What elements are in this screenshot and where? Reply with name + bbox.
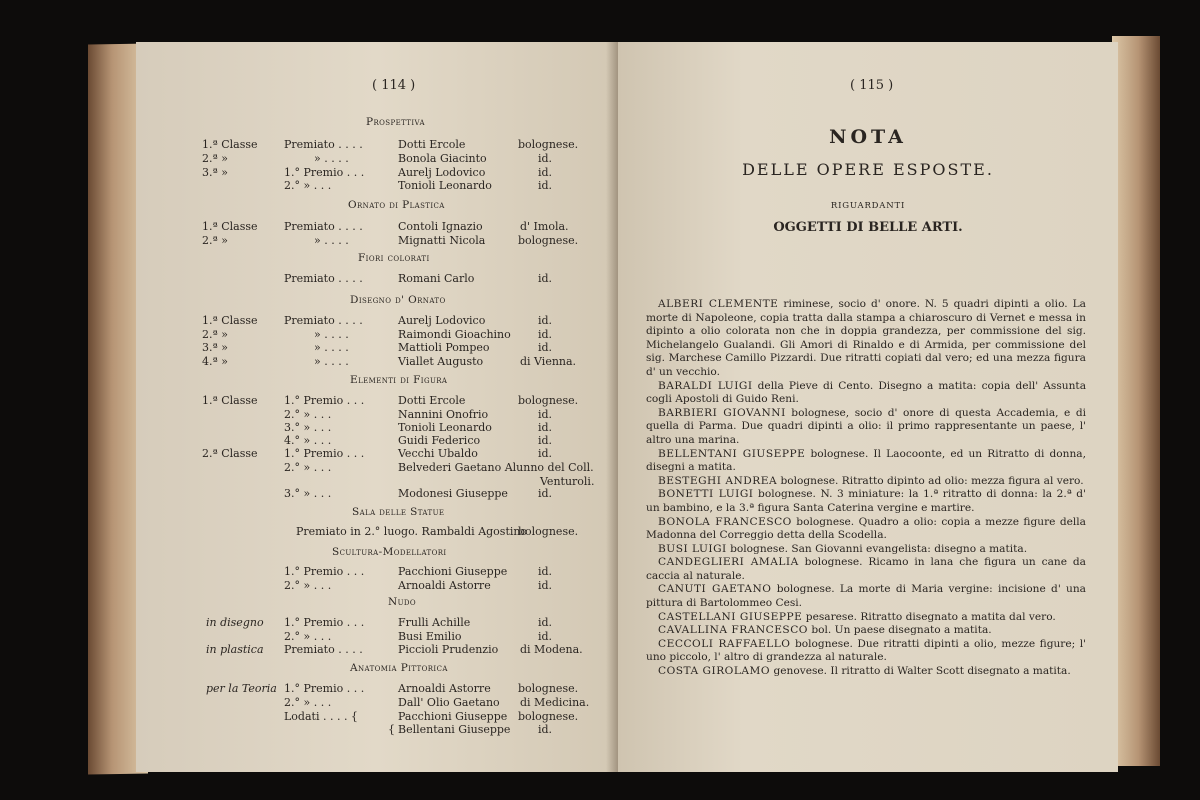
prize-origin: id. [538,579,553,592]
prize-origin: id. [538,616,553,629]
prize-name: Dall' Olio Gaetano [398,696,500,709]
subtitle-opere-esposte: DELLE OPERE ESPOSTE. [742,160,994,179]
prize-class: 1.ª Classe [202,138,258,151]
prize-origin: bolognese. [518,234,579,247]
left-page [136,42,618,772]
prize-name: Mattioli Pompeo [398,341,490,354]
prize-name: Vecchi Ubaldo [398,447,478,460]
prize-origin: id. [538,341,553,354]
prize-row [136,328,618,341]
prize-name: Modonesi Giuseppe [398,487,508,500]
prize-row [136,421,618,434]
prize-name: Bellentani Giuseppe [398,723,511,736]
prize-row [136,179,618,192]
prize-rank: Premiato in 2.° luogo. Rambaldi Agostino [296,525,528,538]
work-entry [646,543,1086,557]
prize-origin: id. [538,447,553,460]
artist-name: CANDEGLIERI AMALIA [658,556,799,569]
prize-name: Aurelj Lodovico [398,314,486,327]
prize-row [136,408,618,421]
section-scultura-modellatori: Scultura-Modellatori [332,546,447,558]
work-entry [646,556,1086,583]
prize-row [136,630,618,643]
prize-name: Tonioli Leonardo [398,421,492,434]
section-prospettiva: Prospettiva [366,116,425,128]
work-entry [646,448,1086,475]
prize-row [136,579,618,592]
prize-rank: » . . . . [314,328,349,341]
prize-rank: » . . . . [314,341,349,354]
prize-row [136,272,618,285]
artist-name: CAVALLINA FRANCESCO [658,624,808,637]
work-description: bolognese. Quadro a olio: copia a mezze figure della Madonna del Correggio detta della Scodella. [646,515,1087,542]
prize-class: 2.ª » [202,152,228,165]
prize-rank: 2.° » . . . [284,179,332,192]
prize-origin: bolognese. [518,525,579,538]
work-entry [646,638,1086,665]
prize-rank: Premiato . . . . [284,272,363,285]
work-entry [646,624,1086,638]
work-description: bolognese. San Giovanni evangelista: disegno a matita. [726,542,1028,555]
work-entry [646,583,1086,610]
prize-origin: id. [538,565,553,578]
artist-name: BARBIERI GIOVANNI [658,406,786,419]
prize-name: Romani Carlo [398,272,475,285]
section-disegno-ornato: Disegno d' Ornato [350,294,446,306]
prize-rank: 2.° » . . . [284,461,332,474]
label-riguardanti: RIGUARDANTI [830,201,906,211]
prize-name: Piccioli Prudenzio [398,643,499,656]
work-description: bolognese. La morte di Maria vergine: incisione d' una pittura di Bartolommeo Cesi. [646,583,1086,610]
prize-origin: id. [538,408,553,421]
section-ornato-plastica: Ornato di Plastica [348,199,445,211]
prize-rank: 1.° Premio . . . [284,394,365,407]
prize-row [136,696,618,709]
prize-origin: bolognese. [518,710,579,723]
prize-origin: bolognese. [518,682,579,695]
work-description: bolognese. Due ritratti dipinti a olio, mezze figure; l' uno piccolo, l' altro di grandezza al naturale. [646,637,1086,664]
prize-name: Frulli Achille [398,616,471,629]
prize-name: Dotti Ercole [398,394,466,407]
prize-name: Guidi Federico [398,434,481,447]
prize-rank: 3.° » . . . [284,421,332,434]
artist-name: BELLENTANI GIUSEPPE [658,447,806,460]
artist-name: BONOLA FRANCESCO [658,515,792,528]
prize-name: Contoli Ignazio [398,220,483,233]
prize-row [136,234,618,247]
prize-origin: id. [538,487,553,500]
prize-class: in disegno [206,616,264,629]
artist-name: BONETTI LUIGI [658,488,754,501]
artist-name: CASTELLANI GIUSEPPE [658,610,803,623]
prize-rank: 2.° » . . . [284,696,332,709]
prize-class: per la Teoria [206,682,277,695]
prize-rank: Premiato . . . . [284,220,363,233]
section-anatomia-pittorica: Anatomia Pittorica [350,662,448,674]
open-book [88,14,1160,786]
prize-origin: Venturoli. [540,475,595,488]
prize-origin: id. [538,179,553,192]
prize-name: Arnoaldi Astorre [398,579,491,592]
prize-name: Nannini Onofrio [398,408,489,421]
prize-class: 2.ª » [202,328,228,341]
prize-rank: Lodati . . . . { [284,710,358,723]
prize-name: Bonola Giacinto [398,152,487,165]
prize-origin: id. [538,314,553,327]
work-entry [646,516,1086,543]
work-entry [646,488,1086,515]
prize-rank: » . . . . [314,234,349,247]
prize-rank: 1.° Premio . . . [284,447,365,460]
prize-rank: 1.° Premio . . . [284,616,365,629]
prize-class: 3.ª » [202,166,228,179]
prize-class: in plastica [206,643,264,656]
prize-name: Pacchioni Giuseppe [398,565,508,578]
prize-name: Tonioli Leonardo [398,179,492,192]
work-description: bol. Un paese disegnato a matita. [808,624,992,637]
work-entry [646,475,1086,489]
title-nota: NOTA [829,126,907,148]
work-description: bolognese. Ritratto dipinto ad olio: mezza figura al vero. [777,474,1084,487]
work-entry [646,407,1086,448]
prize-row [136,616,618,629]
prize-origin: id. [538,328,553,341]
prize-origin: id. [538,166,553,179]
work-description: bolognese. Ricamo in lana che figura un cane da caccia al naturale. [646,556,1086,582]
work-description: riminese, socio d' onore. N. 5 quadri dipinti a olio. La morte di Napoleone, copia tratta dalla stampa a chiaroscuro di Vernet e messa in dipinto a olio colorata non che in doppia grandezza, per commissione del sig. Michelangelo Gualandi. Gli Amori di Rinaldo e di Armida, per commissione del sig. Marchese Camillo Pizzardi. Due ritratti copiati dal vero; ed una mezza figura d' un vecchio. [646,298,1086,378]
work-entry [646,380,1086,407]
prize-name: Pacchioni Giuseppe [398,710,508,723]
prize-rank: » . . . . [314,152,349,165]
prize-rank: » . . . . [314,355,349,368]
prize-class: 1.ª Classe [202,394,258,407]
work-description: bolognese, socio d' onore di questa Accademia, e di quella di Parma. Due quadri dipinti a olio: il primo rappresentante un paese, l' altro una marina. [646,406,1086,446]
prize-origin: di Modena. [520,643,583,656]
artist-name: BESTEGHI ANDREA [658,474,778,487]
artist-name: CANUTI GAETANO [658,583,772,596]
right-page [618,42,1118,772]
prize-name: Viallet Augusto [398,355,484,368]
work-description: della Pieve di Cento. Disegno a matita: copia dell' Assunta cogli Apostoli di Guido Reni. [646,379,1087,406]
prize-rank: Premiato . . . . [284,643,363,656]
prize-rank: { [388,723,395,736]
prize-name: Busi Emilio [398,630,462,643]
prize-class: 1.ª Classe [202,314,258,327]
prize-origin: id. [538,272,553,285]
prize-origin: id. [538,434,553,447]
section-nudo: Nudo [388,596,417,608]
prize-name: Arnoaldi Astorre [398,682,491,695]
prize-row [136,355,618,368]
prize-origin: id. [538,152,553,165]
prize-row [136,341,618,354]
prize-row [136,565,618,578]
prize-row [136,314,618,327]
prize-rank: 1.° Premio . . . [284,166,365,179]
exhibited-works-list [646,298,1086,679]
artist-name: BUSI LUIGI [658,542,727,555]
work-entry [646,665,1086,679]
prize-row [136,166,618,179]
prize-name: Belvederi Gaetano Alunno del Coll. [398,461,594,474]
prize-rank: 3.° » . . . [284,487,332,500]
prize-origin: id. [538,630,553,643]
work-description: bolognese. Il Laocoonte, ed un Ritratto di donna, disegni a matita. [646,447,1086,474]
section-fiori-colorati: Fiori colorati [358,252,430,264]
prize-origin: d' Imola. [520,220,569,233]
section-sala-statue: Sala delle Statue [352,506,445,518]
work-entry [646,298,1086,380]
artist-name: BARALDI LUIGI [658,379,753,392]
prize-row [136,643,618,656]
prize-name: Aurelj Lodovico [398,166,486,179]
artist-name: ALBERI CLEMENTE [658,298,779,310]
page-number-114: ( 114 ) [372,78,416,93]
prize-row [136,723,618,736]
prize-class: 3.ª » [202,341,228,354]
prize-name: Raimondi Gioachino [398,328,511,341]
artist-name: COSTA GIROLAMO [658,665,771,678]
prize-origin: di Medicina. [520,696,590,709]
prize-row [136,525,618,538]
work-description: pesarese. Ritratto disegnato a matita dal vero. [802,610,1056,623]
prize-class: 4.ª » [202,355,228,368]
page-number-115: ( 115 ) [850,78,894,93]
prize-row [136,447,618,460]
prize-rank: 4.° » . . . [284,434,332,447]
heading-oggetti-belle-arti: OGGETTI DI BELLE ARTI. [773,220,963,235]
prize-class: 2.ª » [202,234,228,247]
prize-rank: 2.° » . . . [284,408,332,421]
prize-rank: Premiato . . . . [284,314,363,327]
prize-origin: bolognese. [518,138,579,151]
prize-row [136,138,618,151]
prize-row [136,710,618,723]
prize-rank: 1.° Premio . . . [284,682,365,695]
prize-row [136,487,618,500]
prize-class: 2.ª Classe [202,447,258,460]
prize-row [136,220,618,233]
prize-row [136,394,618,407]
prize-origin: di Vienna. [520,355,577,368]
prize-rank: Premiato . . . . [284,138,363,151]
prize-row [136,434,618,447]
prize-origin: id. [538,421,553,434]
prize-origin: id. [538,723,553,736]
section-elementi-figura: Elementi di Figura [350,374,448,386]
prize-rank: 2.° » . . . [284,630,332,643]
work-entry [646,611,1086,625]
artist-name: CECCOLI RAFFAELLO [658,637,791,650]
prize-name: Mignatti Nicola [398,234,486,247]
prize-name: Dotti Ercole [398,138,466,151]
prize-rank: 1.° Premio . . . [284,565,365,578]
work-description: bolognese. N. 3 miniature: la 1.ª ritratto di donna: la 2.ª d' un bambino, e la 3.ª figura Santa Caterina vergine e martire. [646,488,1086,514]
prize-row [136,152,618,165]
right-page-edges [1112,36,1160,766]
prize-row [136,682,618,695]
prize-class: 1.ª Classe [202,220,258,233]
prize-origin: bolognese. [518,394,579,407]
work-description: genovese. Il ritratto di Walter Scott disegnato a matita. [770,665,1071,678]
prize-row [136,461,618,474]
prize-rank: 2.° » . . . [284,579,332,592]
